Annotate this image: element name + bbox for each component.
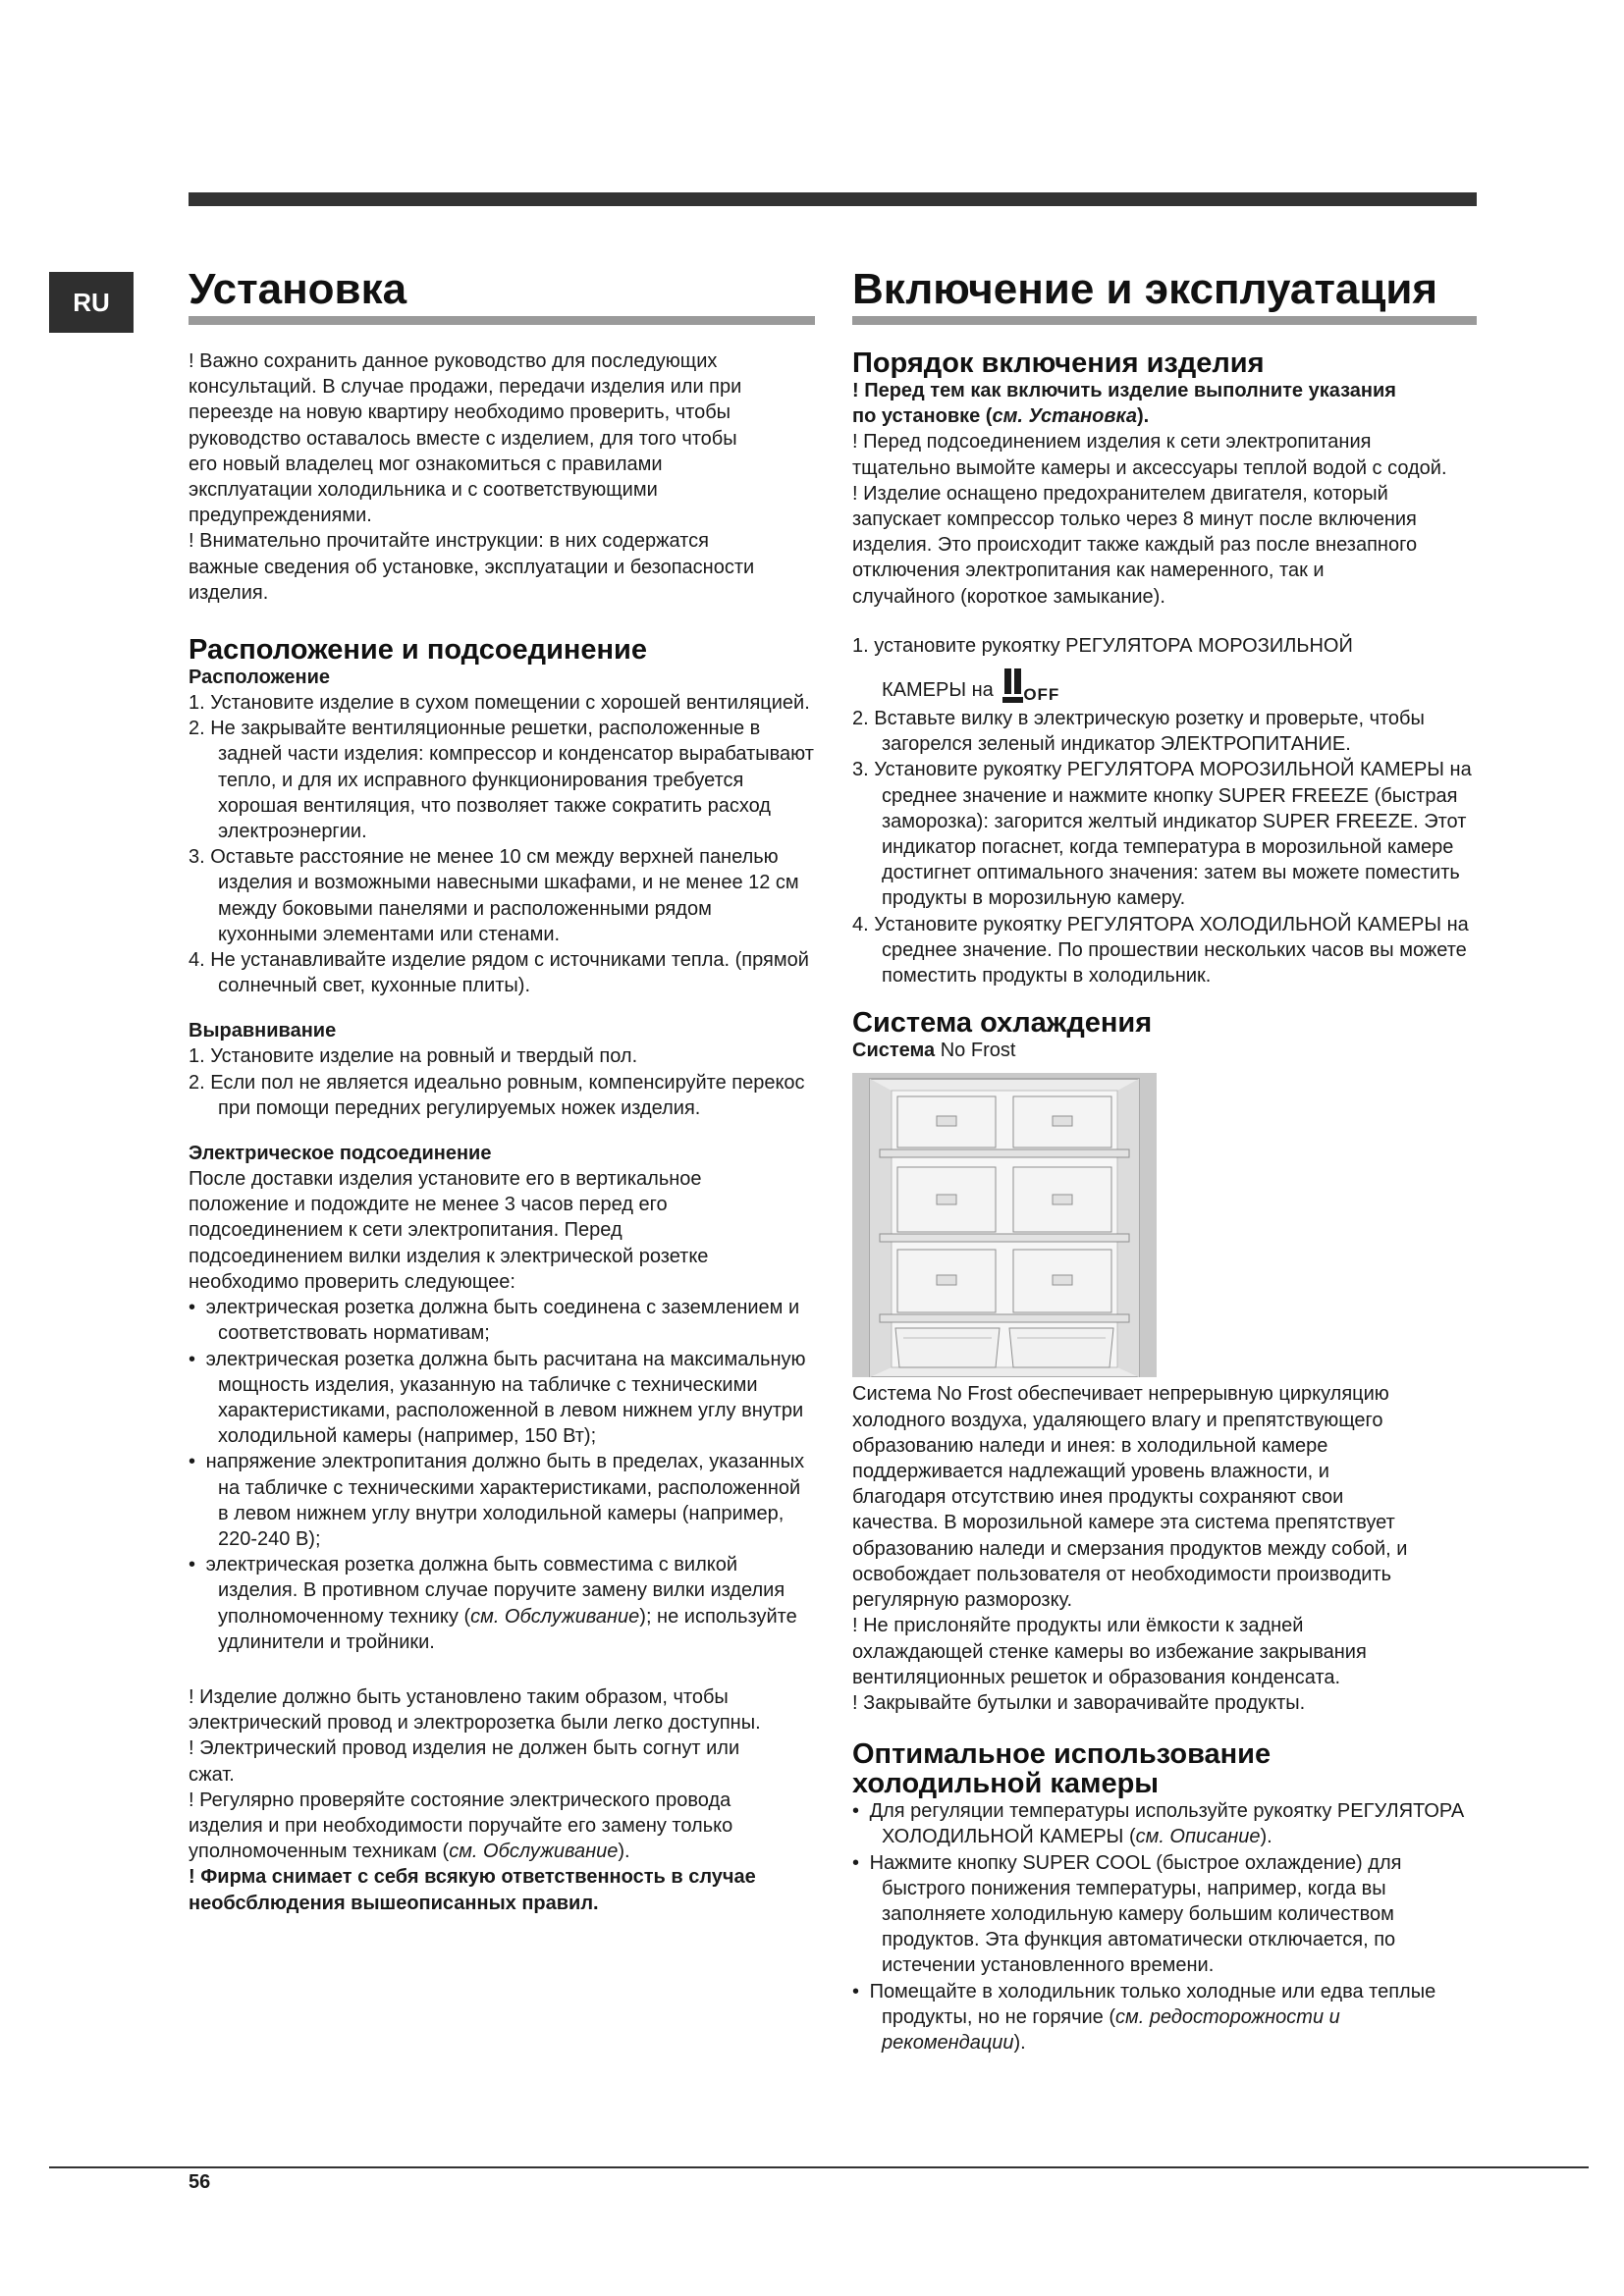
startup-note [852, 403, 1477, 429]
warning-line: электрический провод и электророзетка были легко доступны. [189, 1712, 761, 1735]
leveling-list [189, 1043, 815, 1121]
step-line: 1. установите рукоятку РЕГУЛЯТОРА МОРОЗИЛЬНОЙ [852, 634, 1353, 657]
list-item: • Нажмите кнопку SUPER COOL (быстрое охлаждение) для быстрого понижения температуры, например, когда вы заполняете холодильную камеру большим количеством продуктов. Эта функция автоматически отключается, по истечении установленного времени. [852, 1851, 1402, 1977]
list-item: • электрическая розетка должна быть соединена с заземлением и соответствовать нормативам; [189, 1297, 800, 1345]
list-item: • напряжение электропитания должно быть в пределах, указанных на табличке с техническими характеристиками, расположенной в левом нижнем углу внутри холодильной камеры (например, 220-240 В); [189, 1451, 805, 1550]
leveling-subheading: Выравнивание [189, 1020, 337, 1042]
list-item: 2. Вставьте вилку в электрическую розетку и проверьте, чтобы загорелся зеленый индикатор ЭЛЕКТРОПИТАНИЕ. [852, 708, 1425, 756]
text-line: ! Не прислоняйте продукты или ёмкости к задней [852, 1615, 1304, 1637]
intro-line: ! Важно сохранить данное руководство для последующих [189, 350, 718, 372]
text-line: регулярную разморозку. [852, 1589, 1073, 1612]
text-line: ! Закрывайте бутылки и заворачивайте продукты. [852, 1691, 1306, 1714]
liability-line: ! Фирма снимает с себя всякую ответственность в случае [189, 1866, 756, 1889]
warning-line: сжат. [189, 1763, 235, 1786]
list-item: • электрическая розетка должна быть совместима с вилкой изделия. В противном случае поручите замену вилки изделия уполномоченному технику (см. Обслуживание); не используйте удлинители и тройники. [189, 1554, 797, 1653]
text: No Frost [935, 1040, 1016, 1062]
placement-heading: Расположение и подсоединение [189, 634, 648, 667]
bullet-text: электрическая розетка должна быть соединена с заземлением и соответствовать нормативам; [205, 1297, 800, 1345]
electrical-checklist [189, 1295, 815, 1655]
operation-title: Включение и эксплуатация [852, 265, 1477, 325]
text-line: охлаждающей стенке камеры во избежание закрывания [852, 1640, 1367, 1663]
text-line: холодного воздуха, удаляющего влагу и препятствующего [852, 1409, 1383, 1431]
text: Система [852, 1040, 936, 1062]
warning-line [189, 1839, 815, 1864]
text-line: подсоединением вилки изделия к электрической розетке [189, 1245, 709, 1267]
bullet-text: ); не используйте удлинители и тройники. [218, 1605, 797, 1653]
list-item: 1. Установите изделие на ровный и твердый пол. [189, 1045, 638, 1068]
text-line: тщательно вымойте камеры и аксессуары теплой водой с содой. [852, 456, 1447, 479]
text-line: После доставки изделия установите его в вертикальное [189, 1168, 702, 1191]
intro-line: консультаций. В случае продажи, передачи изделия или при [189, 376, 742, 399]
list-item: 3. Установите рукоятку РЕГУЛЯТОРА МОРОЗИЛЬНОЙ КАМЕРЫ на среднее значение и нажмите кнопку SUPER FREEZE (быстрая заморозка): загорится желтый индикатор SUPER FREEZE. Этот индикатор погаснет, когда температура в морозильной камере достигнет оптимального значения: затем вы можете поместить продукты в морозильную камеру. [852, 759, 1472, 910]
startup-text [852, 429, 1477, 609]
list-item: • электрическая розетка должна быть расчитана на максимальную мощность изделия, указанную на табличке с техническими характеристиками, расположенной в левом нижнем углу внутри холодильной камеры (например, 150 Вт); [189, 1348, 806, 1448]
warning-line: ! Регулярно проверяйте состояние электрического провода [189, 1789, 731, 1811]
cooling-heading: Система охлаждения [852, 1007, 1153, 1040]
warning-line: изделия и при необходимости поручайте его замену только [189, 1814, 733, 1837]
warning-line: ! Электрический провод изделия не должен быть согнут или [189, 1737, 740, 1760]
list-item: 2. Если пол не является идеально ровным, компенсируйте перекос при помощи передних регулируемых ножек изделия. [189, 1071, 805, 1119]
text-line: качества. В морозильной камере эта система препятствует [852, 1512, 1395, 1534]
text-line: поддерживается надлежащий уровень влажности, и [852, 1461, 1329, 1483]
list-item: 4. Не устанавливайте изделие рядом с источниками тепла. (прямой солнечный свет, кухонные плиты). [189, 949, 809, 997]
startup-heading: Порядок включения изделия [852, 347, 1265, 379]
text-line: случайного (короткое замыкание). [852, 585, 1165, 608]
installation-title: Установка [189, 265, 815, 325]
placement-list [189, 690, 815, 998]
startup-steps [852, 633, 1477, 988]
intro-line: важные сведения об установке, эксплуатации и безопасности [189, 556, 755, 578]
bullet-text: Помещайте в холодильник только холодные или едва теплые продукты, но не горячие ( [869, 1980, 1436, 2028]
optimal-list [852, 1798, 1477, 2056]
cross-reference: см. редосторожности и рекомендации [882, 2005, 1340, 2054]
intro-line: эксплуатации холодильника и с соответствующими [189, 479, 658, 502]
text-line: вентиляционных решеток и образования конденсата. [852, 1666, 1341, 1688]
electrical-subheading: Электрическое подсоединение [189, 1143, 492, 1165]
bullet-text: Нажмите кнопку SUPER COOL (быстрое охлаждение) для быстрого понижения температуры, например, когда вы заполняете холодильную камеру большим количеством продуктов. Эта функция автоматически отключается, по истечении установленного времени. [869, 1851, 1402, 1977]
intro-line: его новый владелец мог ознакомиться с правилами [189, 453, 663, 475]
list-item: 4. Установите рукоятку РЕГУЛЯТОРА ХОЛОДИЛЬНОЙ КАМЕРЫ на среднее значение. По прошествии нескольких часов вы можете поместить продукты в холодильник. [852, 913, 1469, 988]
text-line: изделия. Это происходит также каждый раз после внезапного [852, 534, 1418, 557]
text-line: освобождает пользователя от необходимости производить [852, 1563, 1392, 1585]
steps-list [852, 706, 1477, 988]
list-item: • Для регуляции температуры используйте рукоятку РЕГУЛЯТОРА ХОЛОДИЛЬНОЙ КАМЕРЫ (см. Описание). [852, 1800, 1465, 1848]
bottom-rule [49, 2166, 1589, 2168]
bullet-text: ). [1013, 2031, 1026, 2054]
text-line: ! Изделие оснащено предохранителем двигателя, который [852, 482, 1388, 505]
intro-line: переезде на новую квартиру необходимо проверить, чтобы [189, 401, 731, 424]
text: ). [1136, 405, 1150, 428]
optimal-heading-line2: холодильной камеры [852, 1768, 1160, 1800]
text-line: отключения электропитания как намеренного, так и [852, 560, 1325, 582]
text-line: Система No Frost обеспечивает непрерывную циркуляцию [852, 1383, 1389, 1406]
list-item: 3. Оставьте расстояние не менее 10 см между верхней панелью изделия и возможными навесными шкафами, и не менее 12 см между боковыми панелями и расположенными рядом кухонными элементами или стенами. [189, 846, 799, 945]
list-item: • Помещайте в холодильник только холодные или едва теплые продукты, но не горячие (см. редосторожности и рекомендации). [852, 1980, 1436, 2054]
cross-reference: см. Описание [1135, 1826, 1261, 1848]
list-item: 1. Установите изделие в сухом помещении с хорошей вентиляцией. [189, 692, 810, 715]
cross-reference: см. Установка [992, 405, 1137, 428]
cross-reference: см. Обслуживание [449, 1841, 619, 1863]
right-column [852, 265, 1477, 2056]
text-line: образованию наледи и смерзания продуктов между собой, и [852, 1537, 1408, 1560]
left-column [189, 265, 815, 1916]
off-icon [999, 668, 1060, 706]
intro-line: руководство оставалось вместе с изделием, для того чтобы [189, 427, 737, 450]
off-label: OFF [1023, 685, 1060, 705]
text: ). [618, 1841, 630, 1863]
text-line: положение и подождите не менее 3 часов перед его [189, 1194, 668, 1216]
bullet-text: электрическая розетка должна быть расчитана на максимальную мощность изделия, указанную на табличке с техническими характеристиками, расположенной в левом нижнем углу внутри холодильной камеры (например, 150 Вт); [205, 1348, 806, 1448]
text: по установке ( [852, 405, 993, 428]
cross-reference: см. Обслуживание [470, 1605, 640, 1628]
intro-line: изделия. [189, 581, 269, 604]
language-tab: RU [49, 272, 134, 333]
intro-line: предупреждениями. [189, 505, 372, 527]
text-line: ! Перед подсоединением изделия к сети электропитания [852, 431, 1372, 454]
warning-line: ! Изделие должно быть установлено таким образом, чтобы [189, 1685, 729, 1708]
intro-text [189, 348, 815, 606]
text-line: запускает компрессор только через 8 минут после включения [852, 508, 1417, 531]
text-line: подсоединением к сети электропитания. Перед [189, 1219, 623, 1242]
fridge-interior-illustration [852, 1073, 1157, 1377]
bullet-text: напряжение электропитания должно быть в пределах, указанных на табличке с техническими характеристиками, расположенной в левом нижнем углу внутри холодильной камеры (например, 220-240 В); [205, 1451, 805, 1550]
text: уполномоченным техникам ( [189, 1841, 450, 1863]
step-line [852, 668, 1477, 706]
warnings [189, 1684, 815, 1916]
text-line: необходимо проверить следующее: [189, 1270, 515, 1293]
cooling-text [852, 1381, 1477, 1716]
text-line: благодаря отсутствию инея продукты сохраняют свои [852, 1486, 1344, 1509]
placement-subheading: Расположение [189, 667, 331, 689]
optimal-heading: Оптимальное использование [852, 1738, 1272, 1771]
list-item: 2. Не закрывайте вентиляционные решетки, расположенные в задней части изделия: компрессор и конденсатор вырабатывают тепло, и для их исправного функционирования требуется хорошая вентиляция, что позволяет также сократить расход электроэнергии. [189, 718, 814, 843]
text: КАМЕРЫ на [882, 679, 994, 702]
startup-note: ! Перед тем как включить изделие выполните указания [852, 380, 1396, 401]
top-rule [189, 192, 1477, 206]
bullet-text: Для регуляции температуры используйте рукоятку РЕГУЛЯТОРА ХОЛОДИЛЬНОЙ КАМЕРЫ ( [869, 1800, 1465, 1848]
liability-line: необсблюдения вышеописанных правил. [189, 1892, 599, 1914]
bullet-text: ). [1260, 1826, 1272, 1848]
electrical-intro [189, 1166, 815, 1295]
bullet-text: электрическая розетка должна быть совместима с вилкой изделия. В противном случае поручите замену вилки изделия уполномоченному технику ( [205, 1554, 785, 1628]
text-line: образованию наледи и инея: в холодильной камере [852, 1434, 1328, 1457]
intro-line: ! Внимательно прочитайте инструкции: в них содержатся [189, 530, 709, 553]
cooling-subheading [852, 1038, 1477, 1063]
page-number: 56 [189, 2171, 211, 2193]
